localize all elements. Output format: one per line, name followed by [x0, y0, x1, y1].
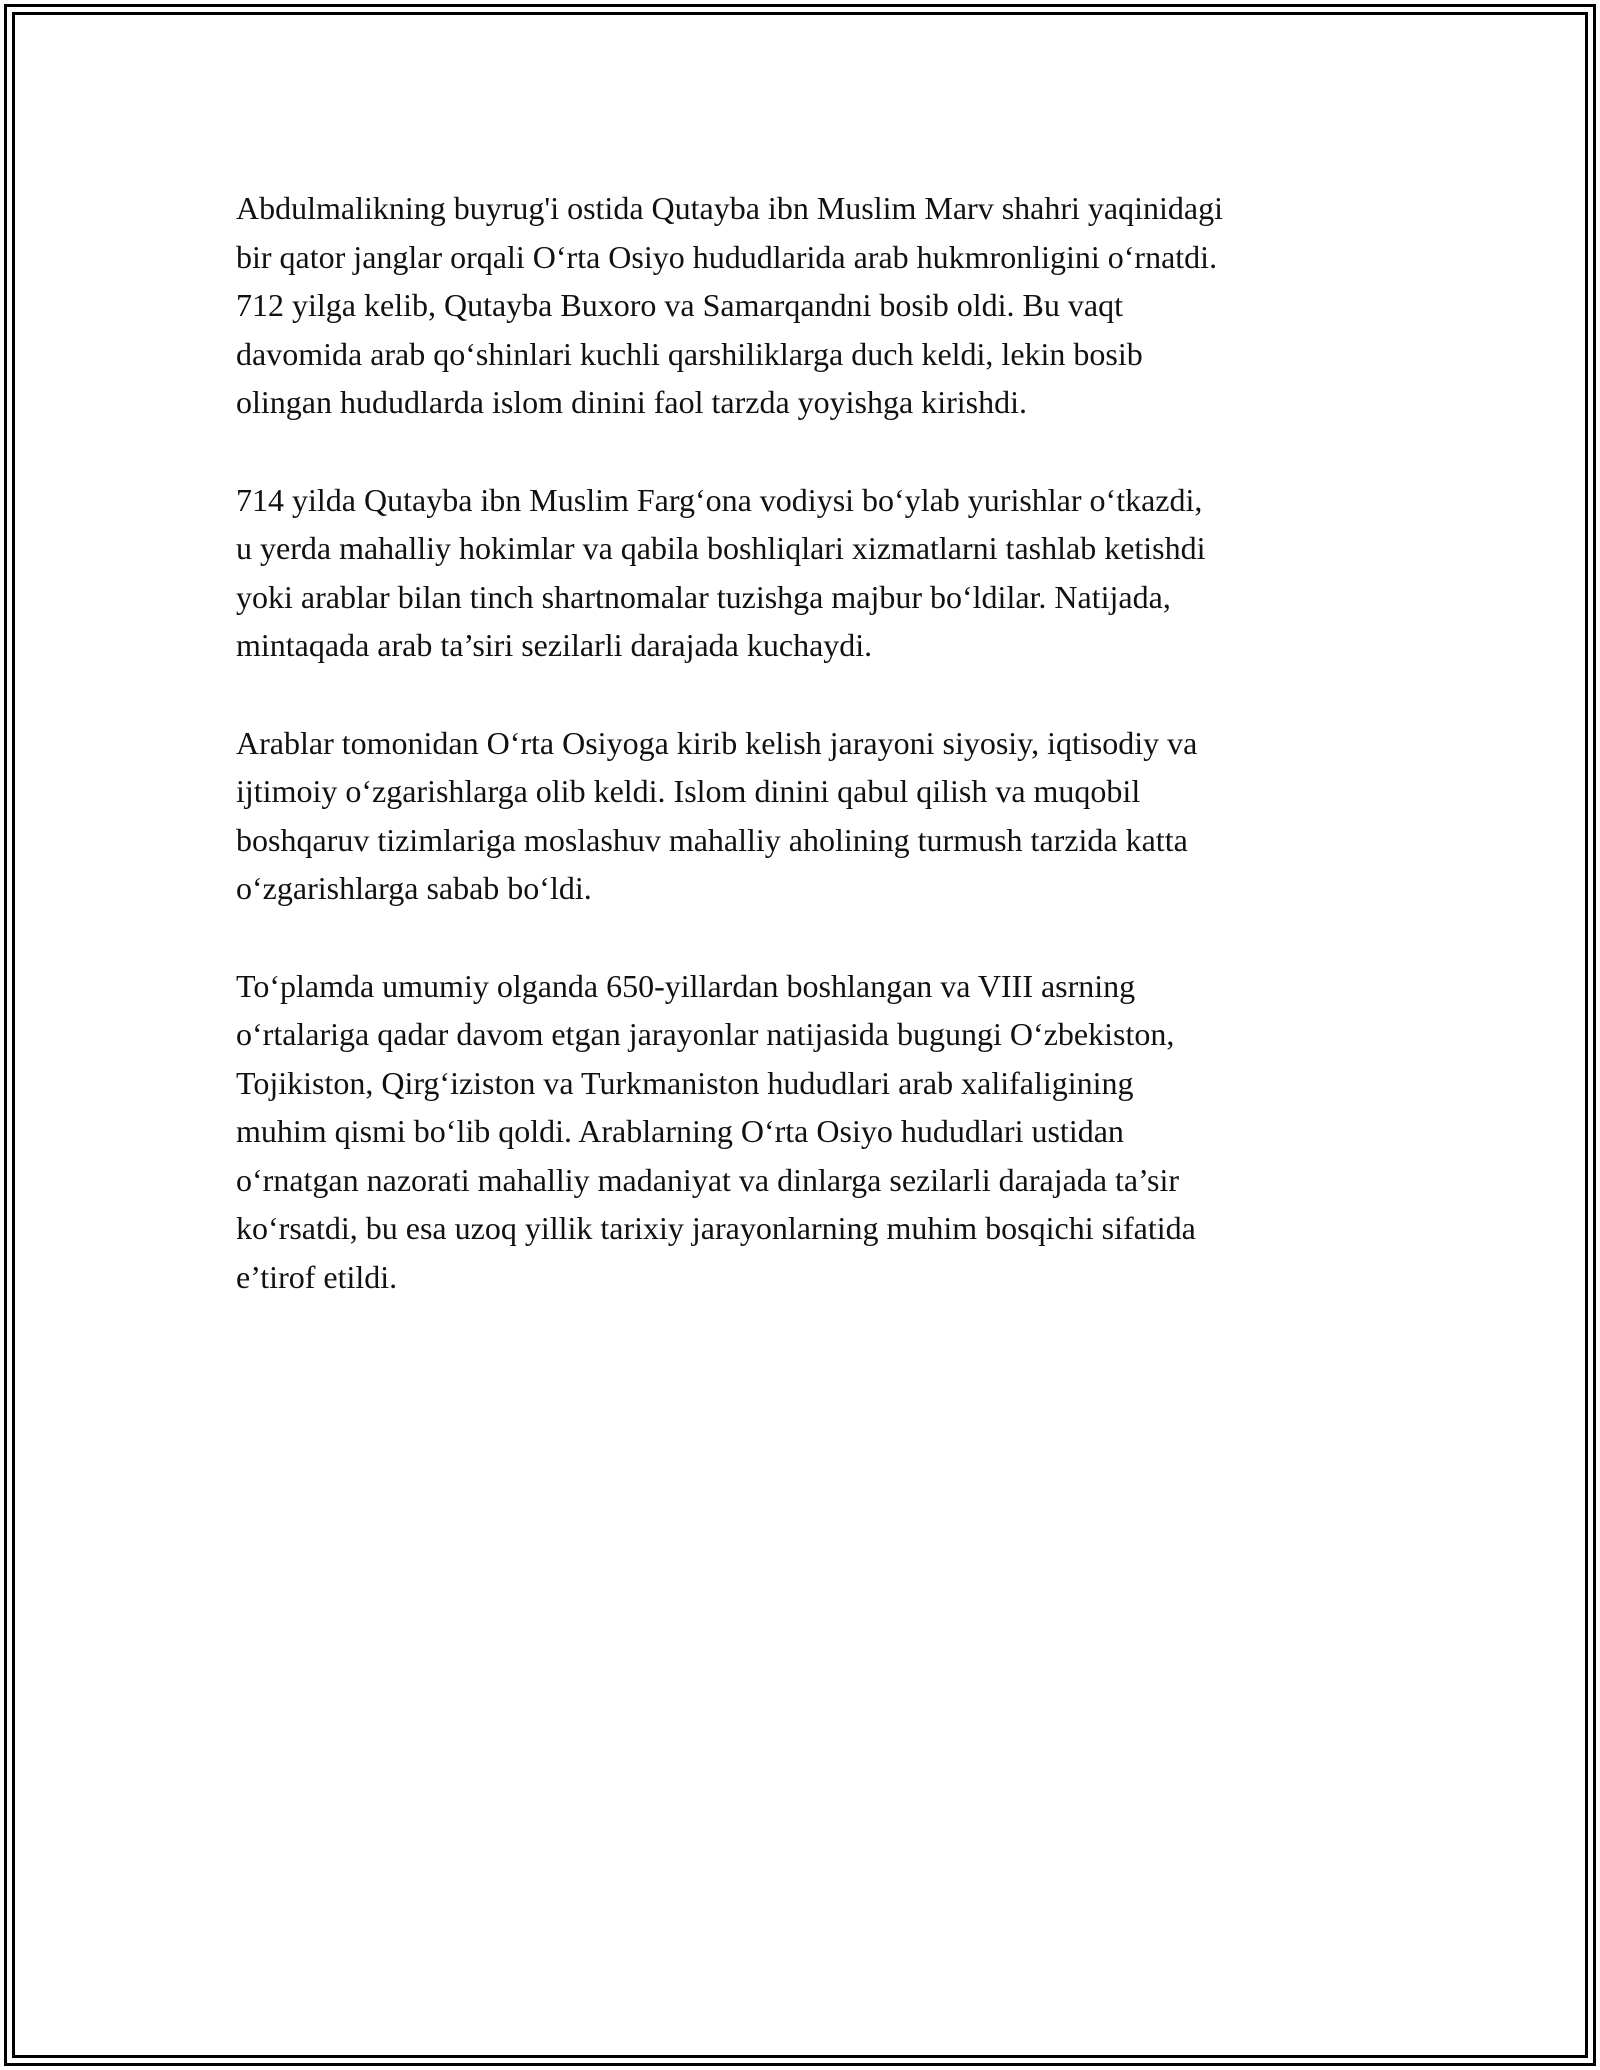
- text-line: To‘plamda umumiy olganda 650-yillardan boshlangan va VIII asrning: [236, 967, 1136, 1004]
- text-line: ijtimoiy o‘zgarishlarga olib keldi. Islom dinini qabul qilish va muqobil: [236, 773, 1141, 809]
- text-line: boshqaruv tizimlariga moslashuv mahalliy aholining turmush tarzida katta: [236, 821, 1188, 858]
- text-line: davomida arab qo‘shinlari kuchli qarshiliklarga duch keldi, lekin bosib: [236, 335, 1143, 372]
- text-line: Abdulmalikning buyrug'i ostida Qutayba ibn Muslim Marv shahri yaqinidagi: [236, 190, 1223, 226]
- text-line: olingan hududlarda islom dinini faol tarzda yoyishga kirishdi.: [236, 384, 1027, 420]
- text-line: Arablar tomonidan O‘rta Osiyoga kirib kelish jarayoni siyosiy, iqtisodiy va: [236, 724, 1198, 761]
- text-line: 712 yilga kelib, Qutayba Buxoro va Samarqandni bosib oldi. Bu vaqt: [236, 287, 1123, 323]
- text-line: o‘rtalariga qadar davom etgan jarayonlar natijasida bugungi O‘zbekiston,: [236, 1016, 1175, 1052]
- text-line: yoki arablar bilan tinch shartnomalar tuzishga majbur bo‘ldilar. Natijada,: [236, 578, 1171, 615]
- text-line: mintaqada arab ta’siri sezilarli darajada kuchaydi.: [236, 627, 873, 663]
- text-line: o‘rnatgan nazorati mahalliy madaniyat va dinlarga sezilarli darajada ta’sir: [236, 1161, 1179, 1198]
- paragraph-1: [236, 184, 1416, 427]
- text-line: bir qator janglar orqali O‘rta Osiyo hududlarida arab hukmronligini o‘rnatdi.: [236, 238, 1218, 275]
- text-line: ko‘rsatdi, bu esa uzoq yillik tarixiy jarayonlarning muhim bosqichi sifatida: [236, 1210, 1196, 1246]
- text-line: muhim qismi bo‘lib qoldi. Arablarning O‘rta Osiyo hududlari ustidan: [236, 1113, 1124, 1149]
- text-line: e’tirof etildi.: [236, 1258, 398, 1295]
- paragraph-4: [236, 962, 1416, 1302]
- text-line: u yerda mahalliy hokimlar va qabila boshliqlari xizmatlarni tashlab ketishdi: [236, 530, 1206, 566]
- paragraph-3: [236, 719, 1416, 913]
- text-line: Tojikiston, Qirg‘iziston va Turkmaniston hududlari arab xalifaligining: [236, 1064, 1134, 1101]
- paragraph-2: [236, 476, 1416, 670]
- text-line: o‘zgarishlarga sabab bo‘ldi.: [236, 870, 592, 906]
- document-body: [236, 184, 1416, 1350]
- text-line: 714 yilda Qutayba ibn Muslim Farg‘ona vodiysi bo‘ylab yurishlar o‘tkazdi,: [236, 481, 1203, 518]
